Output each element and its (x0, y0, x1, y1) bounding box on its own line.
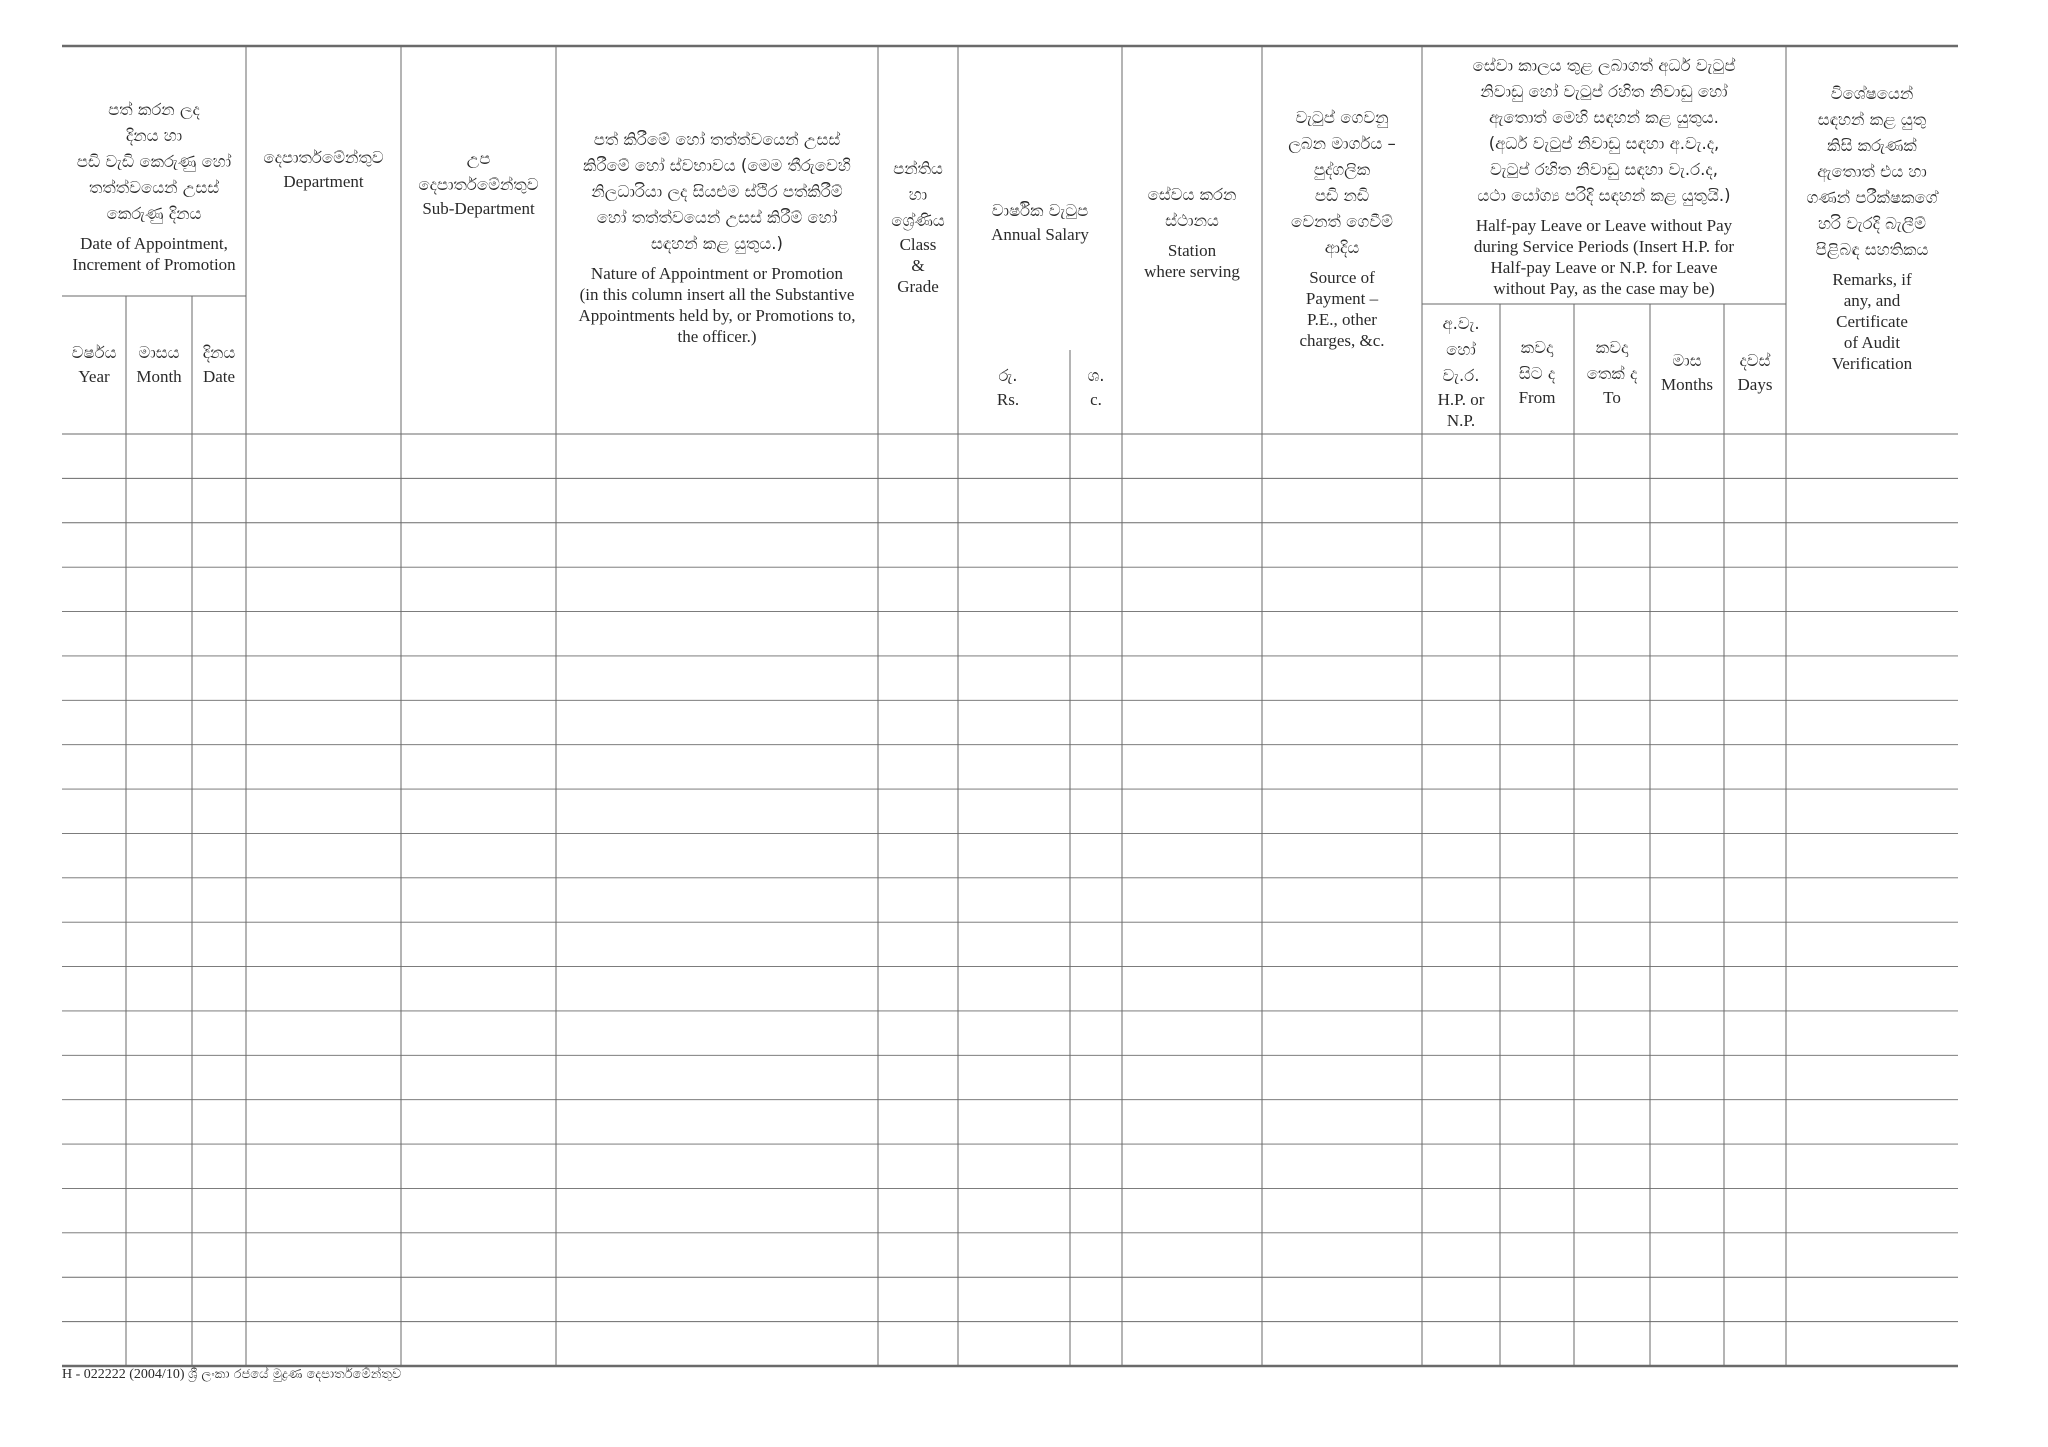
header-date (192, 296, 246, 430)
header-remarks-si: විශේෂයෙන් සඳහන් කළ යුතු කිසි කරුණක් ඇතොත් එය හා ගණන් පරීක්ෂකගේ හරි වැරදි බැලීම් පිළිබඳ සහතිකය (1806, 83, 1938, 259)
header-sub-department-en: Sub-Department (422, 198, 535, 218)
header-from-si: කවදා සිට ද (1518, 337, 1556, 383)
header-department (246, 48, 401, 288)
header-months-si: මාස (1672, 350, 1702, 370)
header-leave (1422, 48, 1786, 304)
header-days-en: Days (1737, 374, 1773, 394)
header-days-si: දවස් (1739, 350, 1771, 370)
header-appointment-date (62, 80, 246, 292)
form-footer (62, 1367, 401, 1383)
header-year-en: Year (78, 366, 110, 386)
header-rupees-en: Rs. (996, 389, 1020, 409)
header-hp-np-si: අ.වැ. හෝ වැ.ර. (1442, 314, 1480, 385)
header-cents-si: ශ. (1087, 365, 1105, 385)
header-cents (1070, 358, 1122, 414)
header-hp-np-en: H.P. or N.P. (1437, 390, 1485, 430)
header-department-en: Department (283, 171, 364, 191)
header-rupees-si: රු. (998, 365, 1018, 385)
header-year (62, 296, 126, 430)
header-appointment-date-en: Date of Appointment, Increment of Promotion (72, 234, 236, 274)
header-days (1724, 308, 1786, 434)
header-department-si: දෙපාර්තමේන්තුව (263, 147, 384, 167)
header-leave-en: Half-pay Leave or Leave without Pay during Service Periods (Insert H.P. for Half-pay Leave or N.P. for Leave without Pay, as the case may be) (1473, 216, 1735, 298)
header-class-grade-si: පන්තිය හා ශ්‍රේණිය (891, 158, 945, 230)
header-year-si: වර්ෂය (71, 342, 117, 362)
header-annual-salary (958, 178, 1122, 264)
header-nature (556, 102, 878, 372)
header-hp-np (1422, 308, 1500, 434)
header-rupees (968, 358, 1048, 414)
header-month-si: මාසය (138, 342, 180, 362)
header-from (1500, 308, 1574, 434)
header-to-en: To (1603, 387, 1621, 407)
header-station (1122, 162, 1262, 302)
header-cents-en: c. (1090, 389, 1102, 409)
header-date-en: Date (202, 366, 236, 386)
header-annual-salary-si: වාර්ෂික වැටුප (991, 200, 1089, 220)
header-source-payment (1262, 88, 1422, 368)
header-station-en: Station where serving (1144, 241, 1240, 281)
header-class-grade (878, 96, 958, 356)
header-to-si: කවදා තෙක් ද (1586, 337, 1638, 383)
header-month-en: Month (136, 366, 182, 386)
header-appointment-date-si: පත් කරන ලද දිනය හා පඩි වැඩි කෙරුණු හෝ තත්ත්වයෙන් උසස් කෙරුණු දිනය (76, 100, 232, 223)
header-from-en: From (1518, 387, 1556, 407)
header-months-en: Months (1661, 374, 1713, 394)
header-leave-si: සේවා කාලය තුළ ලබාගත් අර්ධ වැටුප් නිවාඩු හෝ වැටුප් රහිත නිවාඩු හෝ ඇතොත් මෙහි සඳහන් කළ යුතුය. (අර්ධ වැටුප් නිවාඩු සඳහා අ.වැ.ද, වැටුප් රහිත නිවාඩු සඳහා වැ.ර.ද, යථා යෝග්‍ය පරිදි සඳහන් කළ යුතුයි.) (1472, 56, 1736, 205)
footer-code: H - 022222 (2004/10) (62, 1367, 185, 1382)
header-station-si: සේවය කරන ස්ථානය (1147, 185, 1237, 230)
header-source-payment-en: Source of Payment – P.E., other charges, &c. (1299, 268, 1385, 350)
header-months (1650, 308, 1724, 434)
header-date-si: දිනය (202, 342, 236, 362)
header-annual-salary-en: Annual Salary (991, 224, 1089, 244)
header-sub-department (401, 62, 556, 302)
header-to (1574, 308, 1650, 434)
header-sub-department-si: උප දෙපාර්තමේන්තුව (418, 148, 539, 194)
header-month (126, 296, 192, 430)
header-source-payment-si: වැටුප් ගෙවනු ලබන මාර්ගය – පුද්ගලික පඩි නඩි වෙනත් ගෙවීම් ආදිය (1288, 108, 1396, 257)
footer-printer: ශ්‍රී ලංකා රජයේ මුද්‍රණ දෙපාර්තමේන්තුව (188, 1367, 402, 1382)
header-remarks (1786, 62, 1958, 392)
header-nature-en: Nature of Appointment or Promotion (in this column insert all the Substantive Appointments held by, or Promotions to, the officer.) (578, 264, 856, 346)
header-nature-si: පත් කිරීමේ හෝ තත්ත්වයෙන් උසස් කිරීමේ හෝ ස්වභාවය (මෙම තීරුවෙහි නිලධාරියා ලද සියළුම ස්ථිර පත්කිරීම් හෝ තත්ත්වයෙන් උසස් කිරීම් හෝ සඳහන් කළ යුතුය.) (583, 130, 851, 253)
header-remarks-en: Remarks, if any, and Certificate of Audit Verification (1831, 269, 1913, 373)
header-class-grade-en: Class & Grade (897, 234, 939, 296)
